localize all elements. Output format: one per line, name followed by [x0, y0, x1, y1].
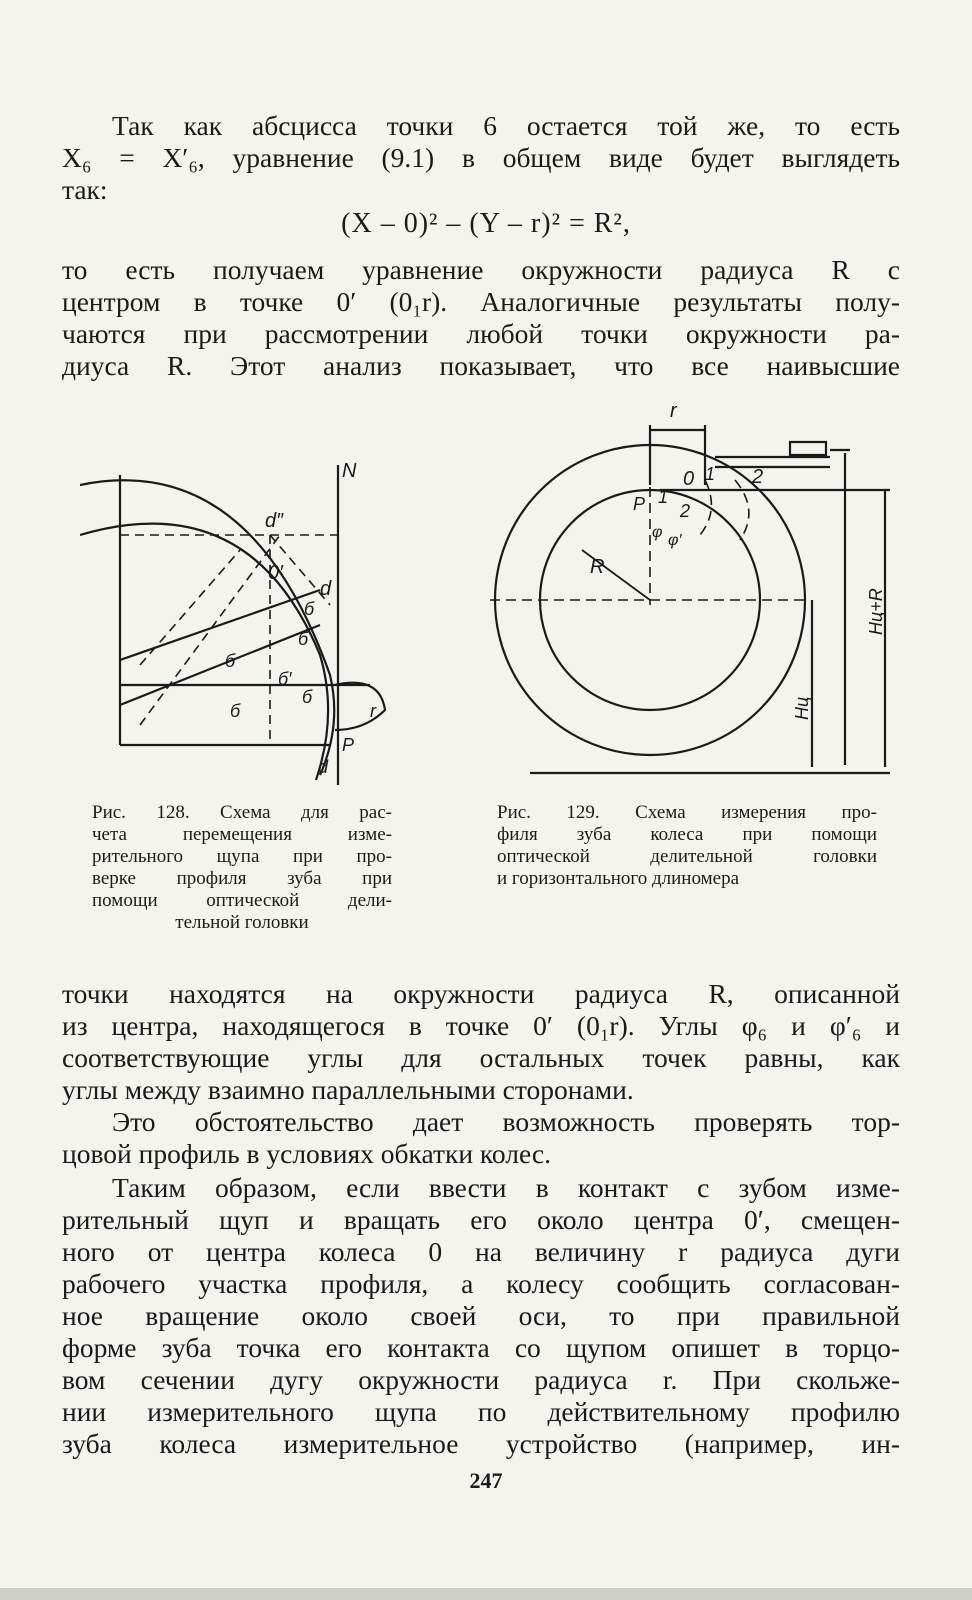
diagram-label: 2 — [752, 466, 764, 488]
diagram-label: 2 — [680, 501, 691, 521]
diagram-label: d — [318, 757, 329, 777]
caption-line: чета перемещения изме- — [92, 824, 392, 845]
text-line: центром в точке 0′ (0₁r). Аналогичные результаты полу- — [62, 286, 900, 317]
text-line: так: — [62, 174, 108, 205]
diagram-label: б — [304, 599, 315, 619]
caption-line: помощи оптической дели- — [92, 890, 392, 911]
caption-line: филя зуба колеса при помощи — [497, 824, 877, 845]
top-paragraph — [62, 110, 900, 206]
figure-128-caption — [92, 802, 392, 934]
diagram-label: r — [370, 701, 376, 721]
fifth-paragraph — [62, 1172, 900, 1460]
diagram-label: б — [230, 701, 241, 721]
text-line: зуба колеса измерительное устройство (например, ин- — [62, 1428, 900, 1459]
diagram-label: 0′ — [268, 562, 283, 584]
diagram-label: 1 — [705, 464, 716, 484]
second-paragraph — [62, 254, 900, 382]
diagram-label: d — [320, 578, 332, 600]
text-line: то есть получаем уравнение окружности радиуса R с — [62, 254, 900, 285]
caption-line: Рис. 129. Схема измерения про- — [497, 802, 877, 823]
text-line: цовой профиль в условиях обкатки колес. — [62, 1138, 551, 1169]
text-line: Таким образом, если ввести в контакт с зубом изме- — [112, 1172, 900, 1203]
diagram-label: б′ — [278, 669, 292, 689]
text-line: из центра, находящегося в точке 0′ (0₁r). Углы φ₆ и φ′₆ и — [62, 1010, 900, 1041]
text-line: форме зуба точка его контакта со щупом опишет в торцо- — [62, 1332, 900, 1363]
diagram-label: 0 — [683, 468, 695, 490]
text-line: точки находятся на окружности радиуса R, описанной — [62, 978, 900, 1009]
diagram-label: N — [342, 460, 357, 482]
figure-129-diagram — [490, 395, 930, 785]
diagram-label: б — [298, 629, 309, 649]
diagram-label: б — [225, 651, 236, 671]
diagram-label: P — [633, 494, 646, 514]
diagram-label: d″ — [265, 510, 284, 532]
diagram-label: P — [342, 735, 355, 755]
text-line: углы между взаимно параллельными сторонами. — [62, 1074, 634, 1105]
text-line: соответствующие углы для остальных точек равны, как — [62, 1042, 900, 1073]
text-line: ного от центра колеса 0 на величину r радиуса дуги — [62, 1236, 900, 1267]
text-line: рительный щуп и вращать его около центра 0′, смещен- — [62, 1204, 900, 1235]
text-line: рабочего участка профиля, а колесу сообщить согласован- — [62, 1268, 900, 1299]
text-line: X₆ = X′₆, уравнение (9.1) в общем виде будет выглядеть — [62, 142, 900, 173]
diagram-label: б — [302, 687, 313, 707]
diagram-label: φ′ — [668, 532, 682, 549]
caption-line: тельной головки — [175, 912, 309, 933]
figure-129-caption — [497, 802, 877, 890]
fourth-paragraph — [62, 1106, 900, 1170]
diagram-label: R — [590, 556, 605, 578]
text-line: нии измерительного щупа по действительному профилю — [62, 1396, 900, 1427]
text-line: чаются при рассмотрении любой точки окружности ра- — [62, 318, 900, 349]
diagram-label: φ — [652, 524, 663, 541]
caption-line: и горизонтального длиномера — [497, 868, 739, 889]
scan-edge — [0, 1588, 972, 1600]
text-line: Это обстоятельство дает возможность проверять тор- — [112, 1106, 900, 1137]
text-line: вом сечении дугу окружности радиуса r. При скольже- — [62, 1364, 900, 1395]
caption-line: верке профиля зуба при — [92, 868, 392, 889]
caption-line: Рис. 128. Схема для рас- — [92, 802, 392, 823]
diagram-label: Hц+R — [866, 588, 886, 635]
text-line: ное вращение около своей оси, то при правильной — [62, 1300, 900, 1331]
caption-line: рительного щупа при про- — [92, 846, 392, 867]
caption-line: оптической делительной головки — [497, 846, 877, 867]
diagram-label: r — [670, 400, 677, 422]
equation: (X – 0)² – (Y – r)² = R², — [341, 208, 631, 239]
diagram-label: Hц — [792, 696, 812, 720]
text-line: диуса R. Этот анализ показывает, что все наивысшие — [62, 350, 900, 381]
third-paragraph — [62, 978, 900, 1106]
figure-128-diagram — [80, 455, 410, 785]
page-number: 247 — [469, 1468, 503, 1493]
text-line: Так как абсцисса точки 6 остается той же, то есть — [112, 110, 900, 141]
diagram-label: 1 — [658, 487, 669, 507]
